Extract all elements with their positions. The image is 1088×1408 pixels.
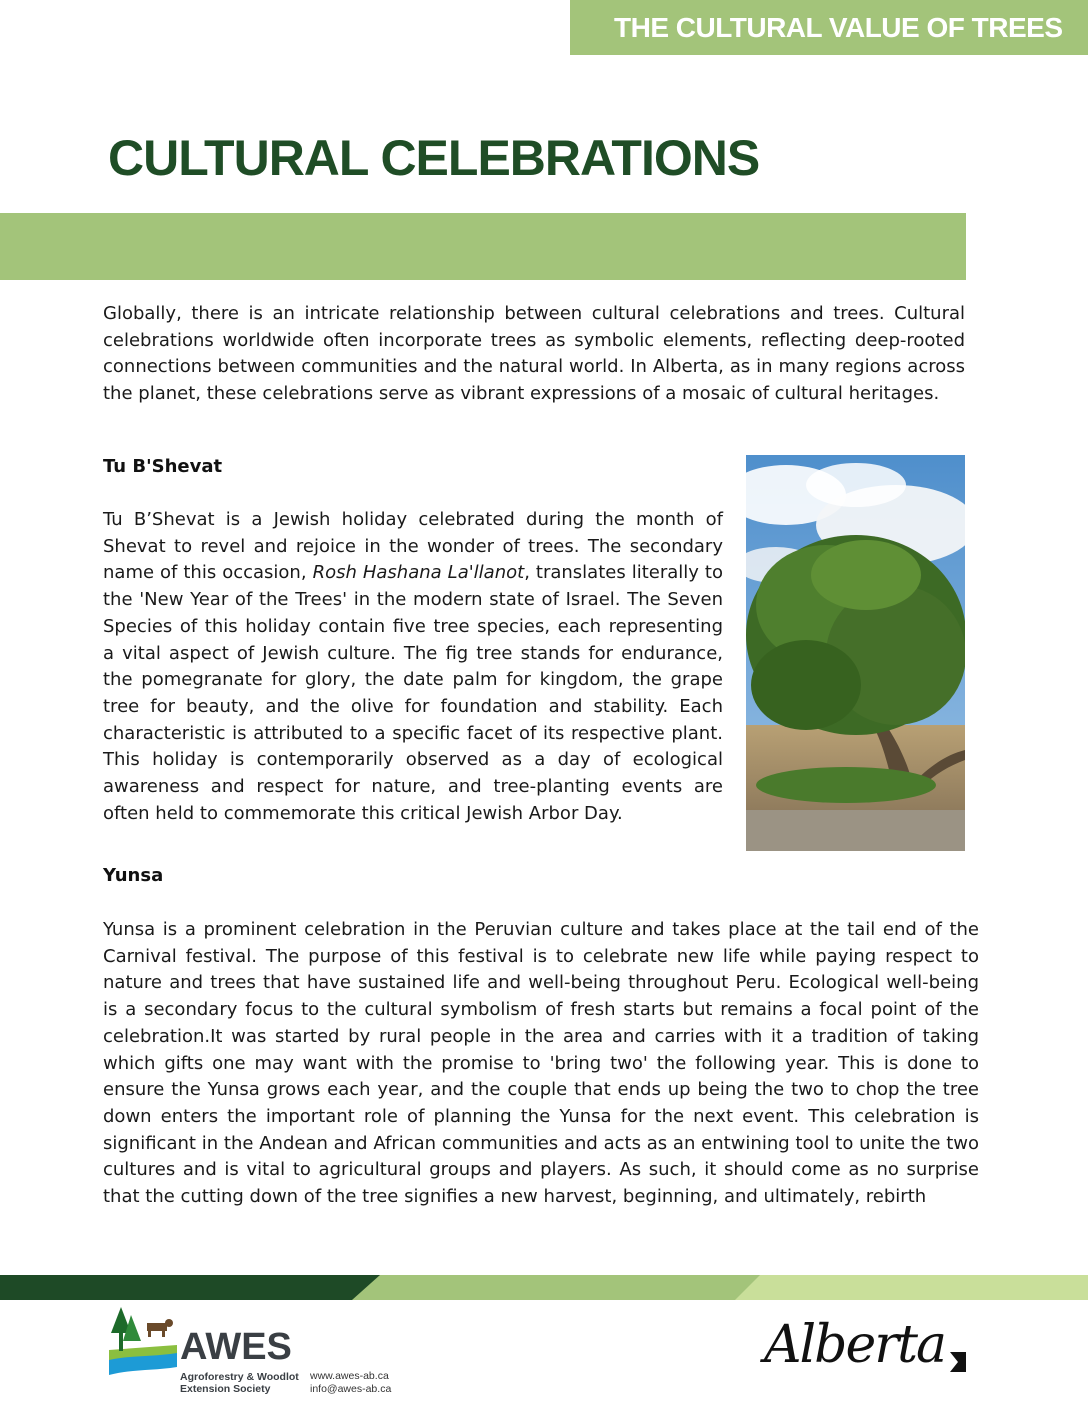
tu-bshevat-paragraph [103,507,723,827]
email-link[interactable]: info@awes-ab.ca [310,1383,392,1395]
tu-bshevat-italic-name: Rosh Hashana La'llanot [312,562,525,584]
yunsa-paragraph: Yunsa is a prominent celebration in the Peruvian culture and takes place at the tail end of the Carnival festival. The purpose of this festival is to celebrate new life while paying respect to nature and trees that have sustained life and well-being throughout Peru. Ecological well-being is a secondary focus to the cultural symbolism of fresh starts but remains a focal point of the celebration.It was started by rural people in the area and carries with it a tradition of taking which gifts one may want with the promise to 'bring two' the following year. This is done to ensure the Yunsa grows each year, and the couple that ends up being the two to chop the tree down enters the important role of planning the Yunsa for the next event. This celebration is significant in the Andean and African communities and acts as an entwining tool to unite the two cultures and is vital to agricultural groups and players. As such, it should come as no surprise that the cutting down of the tree signifies a new harvest, beginning, and ultimately, rebirth [103,919,979,1208]
website-link[interactable]: www.awes-ab.ca [310,1370,389,1382]
alberta-logo: Alberta [764,1315,945,1375]
tree-photo [746,455,965,851]
section-header-tab: THE CULTURAL VALUE OF TREES [570,0,1088,55]
title-band [0,213,966,280]
contact-info [310,1370,391,1396]
footer-stripe [0,1275,1088,1300]
yunsa-heading: Yunsa [103,865,164,886]
alberta-flag-icon [950,1352,966,1372]
tu-bshevat-text-1: Tu B’Shevat is a Jewish holiday celebrated during the month of Shevat to revel and rejoice in the wonder of trees. The secondary name of this occasion, [103,509,723,584]
awes-full-name: Agroforestry & Woodlot Extension Society [180,1371,299,1395]
page-title: CULTURAL CELEBRATIONS [108,130,760,186]
tu-bshevat-text-2: , translates literally to the 'New Year of the Trees' in the modern state of Israel. The Seven Species of this holiday contain five tree species, each representing a vital aspect of Jewish culture. The fig tree stands for endurance, the pomegranate for glory, the date palm for kingdom, the grape tree for beauty, and the olive for foundation and stability. Each characteristic is attributed to a specific facet of its respective plant. This holiday is contemporarily observed as a day of ecological awareness and respect for nature, and tree-planting events are often held to commemorate this critical Jewish Arbor Day. [103,562,723,824]
intro-paragraph: Globally, there is an intricate relationship between cultural celebrations and trees. Cultural celebrations worldwide often incorporate trees as symbolic elements, reflecting deep-rooted connections between communities and the natural world. In Alberta, as in many regions across the planet, these celebrations serve as vibrant expressions of a mosaic of cultural heritages. [103,303,965,405]
tu-bshevat-heading: Tu B'Shevat [103,456,223,477]
awes-name: AWES [180,1326,292,1368]
